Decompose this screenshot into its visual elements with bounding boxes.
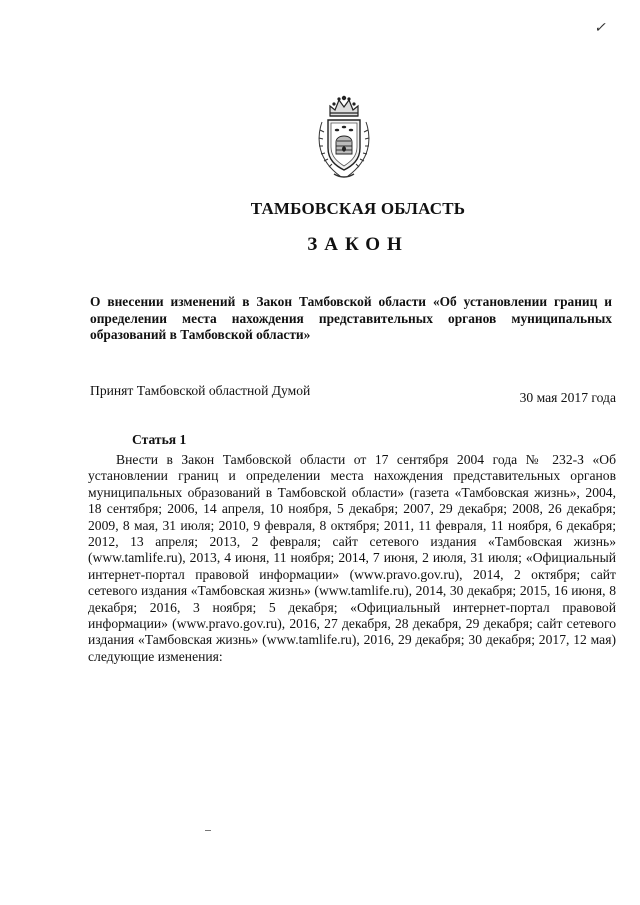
adopted-by-text: Принят Тамбовской областной Думой: [90, 383, 311, 398]
law-subject-heading: О внесении изменений в Закон Тамбовской области «Об установлении границ и определении места нахождения представительных органов муниципальных образований в Тамбовской области»: [90, 294, 612, 342]
region-title: ТАМБОВСКАЯ ОБЛАСТЬ: [250, 199, 466, 218]
coat-of-arms-icon: [314, 94, 374, 182]
document-type-title: ЗАКОН: [307, 234, 409, 255]
scan-mark: [205, 830, 211, 831]
adoption-date: 30 мая 2017 года: [519, 390, 616, 405]
article-heading: Статья 1: [132, 432, 187, 447]
check-mark: ✓: [594, 21, 606, 36]
article-body-paragraph: Внести в Закон Тамбовской области от 17 сентября 2004 года № 232-З «Об установлении границ и определении места нахождения представительных органов муниципальных образований в Тамбовской области» (газета «Тамбовская жизнь», 2004, 18 сентября; 2006, 14 апреля, 10 ноября, 5 декабря; 2007, 29 декабря; 2008, 26 декабря; 2009, 8 мая, 31 июля; 2010, 9 февраля, 8 октября; 2011, 11 февраля, 11 ноября, 6 декабря; 2012, 13 апреля; 2013, 2 февраля; сайт сетевого издания «Тамбовская жизнь» (www.tamlife.ru), 2013, 4 июня, 11 ноября; 2014, 7 июня, 2 июля, 31 июля; «Официальный интернет-портал правовой информации» (www.pravo.gov.ru), 2014, 2 октября; сайт сетевого издания «Тамбовская жизнь» (www.tamlife.ru), 2014, 30 декабря; 2015, 16 июня, 8 декабря; 2016, 3 ноября; 5 декабря; «Официальный интернет-портал правовой информации» (www.pravo.gov.ru), 2016, 27 декабря, 28 декабря, 29 декабря; сайт сетевого издания «Тамбовская жизнь» (www.tamlife.ru), 2016, 29 декабря; 30 декабря; 2017, 12 мая) следующие изменения:: [88, 452, 616, 664]
